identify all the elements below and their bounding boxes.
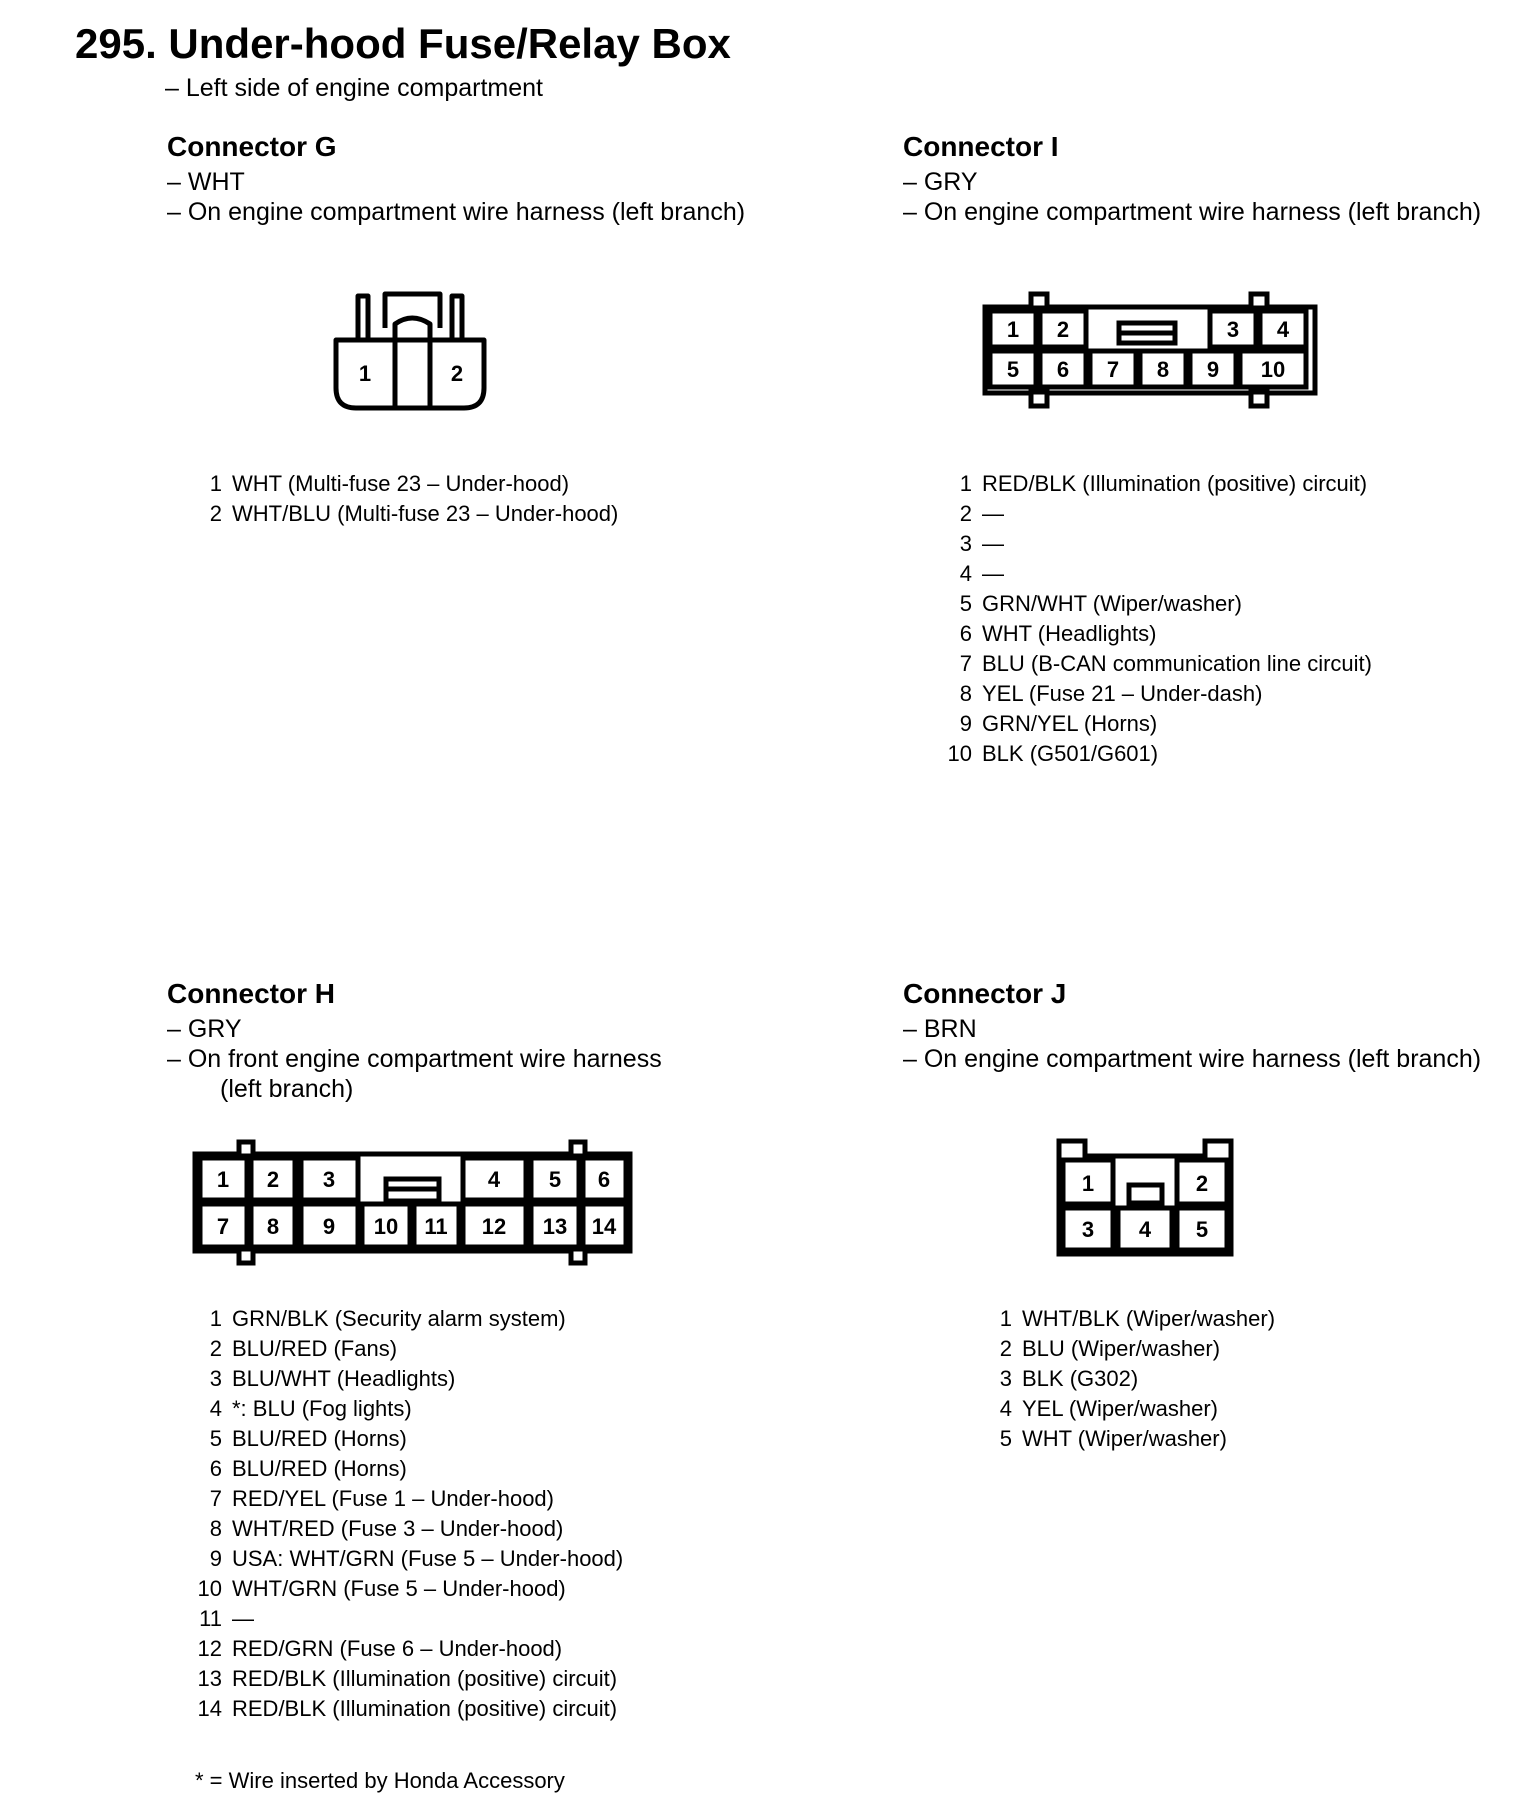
connector-h-cavity-7: 7 [216, 1214, 230, 1239]
pin-description: WHT (Headlights) [982, 621, 1157, 646]
connector-j-pin-list [980, 1304, 1275, 1454]
connector-i-cavity-2: 2 [1056, 317, 1070, 342]
pin-description: USA: WHT/GRN (Fuse 5 – Under-hood) [232, 1546, 624, 1571]
pin-description: YEL (Wiper/washer) [1022, 1396, 1219, 1421]
connector-g-header [167, 131, 745, 227]
pin-number: 2 [999, 1336, 1012, 1361]
pin-row [980, 1424, 1275, 1454]
pin-row [190, 1334, 623, 1364]
connector-i-key-top-left [1031, 294, 1047, 308]
connector-j-cavity-3: 3 [1081, 1217, 1095, 1242]
pin-description: WHT/BLK (Wiper/washer) [1022, 1306, 1276, 1331]
connector-h-cavity-11: 11 [424, 1214, 448, 1239]
pin-number: 3 [209, 1366, 222, 1391]
pin-row [940, 739, 1372, 769]
pin-description: — [982, 501, 1004, 526]
connector-g-latch [395, 318, 430, 408]
pin-number: 10 [947, 741, 972, 766]
connector-h-key-bottom-right [571, 1249, 585, 1263]
pin-row [940, 559, 1372, 589]
footnote: * = Wire inserted by Honda Accessory [195, 1768, 565, 1793]
pin-row [940, 529, 1372, 559]
connector-h-cavity-6: 6 [597, 1167, 611, 1192]
pin-number: 4 [999, 1396, 1012, 1421]
pin-row [190, 1604, 623, 1634]
pin-row [190, 1694, 623, 1724]
pin-description: BLU/RED (Fans) [232, 1336, 398, 1361]
pin-description: RED/BLK (Illumination (positive) circuit) [982, 471, 1368, 496]
pin-description: — [232, 1606, 254, 1631]
connector-h-diagram [190, 1136, 640, 1270]
page-number: 295. [75, 20, 157, 67]
pin-description: WHT/RED (Fuse 3 – Under-hood) [232, 1516, 564, 1541]
connector-j-cavity-5: 5 [1195, 1217, 1209, 1242]
pin-description: RED/YEL (Fuse 1 – Under-hood) [232, 1486, 554, 1511]
connector-h-key-top-right [571, 1142, 585, 1156]
connector-g-left-post [358, 296, 368, 340]
pin-row [190, 1664, 623, 1694]
connector-g-diagram [330, 288, 500, 413]
connector-i-cavity-7: 7 [1106, 357, 1120, 382]
connector-j-location: – On engine compartment wire harness (left branch) [903, 1045, 1482, 1073]
connector-g-title: Connector G [167, 131, 337, 162]
pin-number: 9 [959, 711, 972, 736]
page-title-text: Under-hood Fuse/Relay Box [168, 20, 731, 67]
pin-number: 7 [209, 1486, 222, 1511]
connector-j-diagram [1052, 1136, 1244, 1260]
pin-number: 3 [959, 531, 972, 556]
pin-description: GRN/WHT (Wiper/washer) [982, 591, 1242, 616]
connector-h-cavity-14: 14 [591, 1214, 617, 1239]
pin-row [190, 1424, 623, 1454]
pin-number: 2 [959, 501, 972, 526]
connector-j-title: Connector J [903, 978, 1067, 1009]
connector-h-header [167, 978, 662, 1104]
connector-h-key-bottom-left [239, 1249, 253, 1263]
pin-number: 1 [209, 1306, 222, 1331]
pin-row [980, 1334, 1275, 1364]
pin-number: 7 [959, 651, 972, 676]
connector-g-location: – On engine compartment wire harness (left branch) [167, 198, 746, 226]
connector-g-pin-list [190, 469, 618, 529]
connector-j-cavity-1: 1 [1081, 1171, 1095, 1196]
pin-description: — [982, 531, 1004, 556]
pin-row [940, 649, 1372, 679]
connector-i-cavity-6: 6 [1056, 357, 1070, 382]
connector-i-cavity-3: 3 [1226, 317, 1240, 342]
pin-description: WHT/GRN (Fuse 5 – Under-hood) [232, 1576, 566, 1601]
pin-description: BLU (B-CAN communication line circuit) [982, 651, 1372, 676]
connector-i-title: Connector I [903, 131, 1059, 162]
connector-g-right-post [452, 296, 462, 340]
connector-i-key-top-right [1251, 294, 1267, 308]
pin-number: 4 [209, 1396, 222, 1421]
pin-number: 2 [209, 501, 222, 526]
pin-description: GRN/BLK (Security alarm system) [232, 1306, 566, 1331]
page-subtitle: – Left side of engine compartment [165, 74, 544, 102]
connector-i-color: – GRY [903, 168, 978, 196]
connector-g-cavity-1: 1 [358, 361, 372, 386]
pin-row [190, 1634, 623, 1664]
connector-h-cavity-2: 2 [266, 1167, 280, 1192]
pin-row [980, 1304, 1275, 1334]
connector-h-cavity-3: 3 [322, 1167, 336, 1192]
pin-description: RED/BLK (Illumination (positive) circuit) [232, 1696, 618, 1721]
connector-g-cavity-2: 2 [450, 361, 464, 386]
connector-h-location-cont: (left branch) [220, 1075, 354, 1103]
pin-row [940, 499, 1372, 529]
pin-number: 3 [999, 1366, 1012, 1391]
pin-description: GRN/YEL (Horns) [982, 711, 1158, 736]
pin-number: 10 [197, 1576, 222, 1601]
connector-i-header [903, 131, 1481, 227]
pin-row [190, 1364, 623, 1394]
connector-i-cavity-9: 9 [1206, 357, 1220, 382]
pin-description: BLK (G501/G601) [982, 741, 1159, 766]
pin-description: BLU/RED (Horns) [232, 1456, 407, 1481]
pin-number: 14 [197, 1696, 222, 1721]
pin-row [980, 1394, 1275, 1424]
pin-number: 9 [209, 1546, 222, 1571]
pin-row [190, 1514, 623, 1544]
connector-h-cavity-13: 13 [542, 1214, 568, 1239]
pin-number: 1 [999, 1306, 1012, 1331]
pin-description: BLU/WHT (Headlights) [232, 1366, 456, 1391]
pin-description: YEL (Fuse 21 – Under-dash) [982, 681, 1263, 706]
connector-i-cavity-5: 5 [1006, 357, 1020, 382]
pin-description: BLU/RED (Horns) [232, 1426, 407, 1451]
pin-row [190, 1484, 623, 1514]
connector-h-title: Connector H [167, 978, 335, 1009]
connector-h-cavity-9: 9 [322, 1214, 336, 1239]
pin-description: BLU (Wiper/washer) [1022, 1336, 1221, 1361]
pin-row [190, 1574, 623, 1604]
pin-row [190, 1304, 623, 1334]
connector-h-cavity-12: 12 [481, 1214, 507, 1239]
pin-number: 5 [999, 1426, 1012, 1451]
connector-j-cavity-4: 4 [1138, 1217, 1152, 1242]
pin-number: 11 [199, 1606, 222, 1631]
connector-i-key-bottom-right [1251, 392, 1267, 406]
connector-h-cavity-1: 1 [216, 1167, 230, 1192]
connector-g-color: – WHT [167, 168, 245, 196]
pin-number: 13 [197, 1666, 222, 1691]
connector-j-cavity-2: 2 [1195, 1171, 1209, 1196]
connector-h-pin-list [190, 1304, 623, 1724]
connector-i-cavity-10: 10 [1260, 357, 1286, 382]
connector-j-lock [1129, 1185, 1162, 1203]
pin-row [980, 1364, 1275, 1394]
connector-i-diagram [980, 290, 1320, 412]
connector-j-color: – BRN [903, 1015, 977, 1043]
pin-row [190, 1394, 623, 1424]
pin-number: 2 [209, 1336, 222, 1361]
pin-description: — [982, 561, 1004, 586]
connector-i-cavity-8: 8 [1156, 357, 1170, 382]
connector-i-cavity-4: 4 [1276, 317, 1290, 342]
pin-row [190, 1544, 623, 1574]
pin-row [940, 709, 1372, 739]
connector-h-color: – GRY [167, 1015, 242, 1043]
pin-number: 6 [209, 1456, 222, 1481]
pin-number: 5 [959, 591, 972, 616]
pin-row [190, 469, 618, 499]
pin-row [940, 679, 1372, 709]
pin-description: *: BLU (Fog lights) [232, 1396, 412, 1421]
connector-i-cavity-1: 1 [1006, 317, 1020, 342]
pin-row [190, 1454, 623, 1484]
connector-h-cavity-8: 8 [266, 1214, 280, 1239]
pin-row [940, 619, 1372, 649]
connector-h-cavity-10: 10 [373, 1214, 399, 1239]
pin-number: 6 [959, 621, 972, 646]
connector-i-location: – On engine compartment wire harness (left branch) [903, 198, 1482, 226]
pin-number: 12 [197, 1636, 222, 1661]
connector-j-header [903, 978, 1481, 1074]
pin-number: 4 [959, 561, 972, 586]
connector-h-key-top-left [239, 1142, 253, 1156]
pin-description: RED/BLK (Illumination (positive) circuit) [232, 1666, 618, 1691]
pin-number: 1 [959, 471, 972, 496]
pin-row [940, 589, 1372, 619]
pin-description: WHT/BLU (Multi-fuse 23 – Under-hood) [232, 501, 619, 526]
pin-description: WHT (Wiper/washer) [1022, 1426, 1227, 1451]
connector-i-key-bottom-left [1031, 392, 1047, 406]
pin-number: 1 [209, 471, 222, 496]
connector-i-pin-list [940, 469, 1372, 769]
pin-number: 8 [959, 681, 972, 706]
connector-h-cavity-5: 5 [548, 1167, 562, 1192]
pin-description: BLK (G302) [1022, 1366, 1139, 1391]
pin-row [190, 499, 618, 529]
connector-h-cavity-4: 4 [487, 1167, 501, 1192]
pin-number: 5 [209, 1426, 222, 1451]
pin-description: RED/GRN (Fuse 6 – Under-hood) [232, 1636, 563, 1661]
pin-row [940, 469, 1372, 499]
connector-h-location: – On front engine compartment wire harness [167, 1045, 662, 1073]
pin-number: 8 [209, 1516, 222, 1541]
pin-description: WHT (Multi-fuse 23 – Under-hood) [232, 471, 570, 496]
page-title [75, 20, 731, 68]
